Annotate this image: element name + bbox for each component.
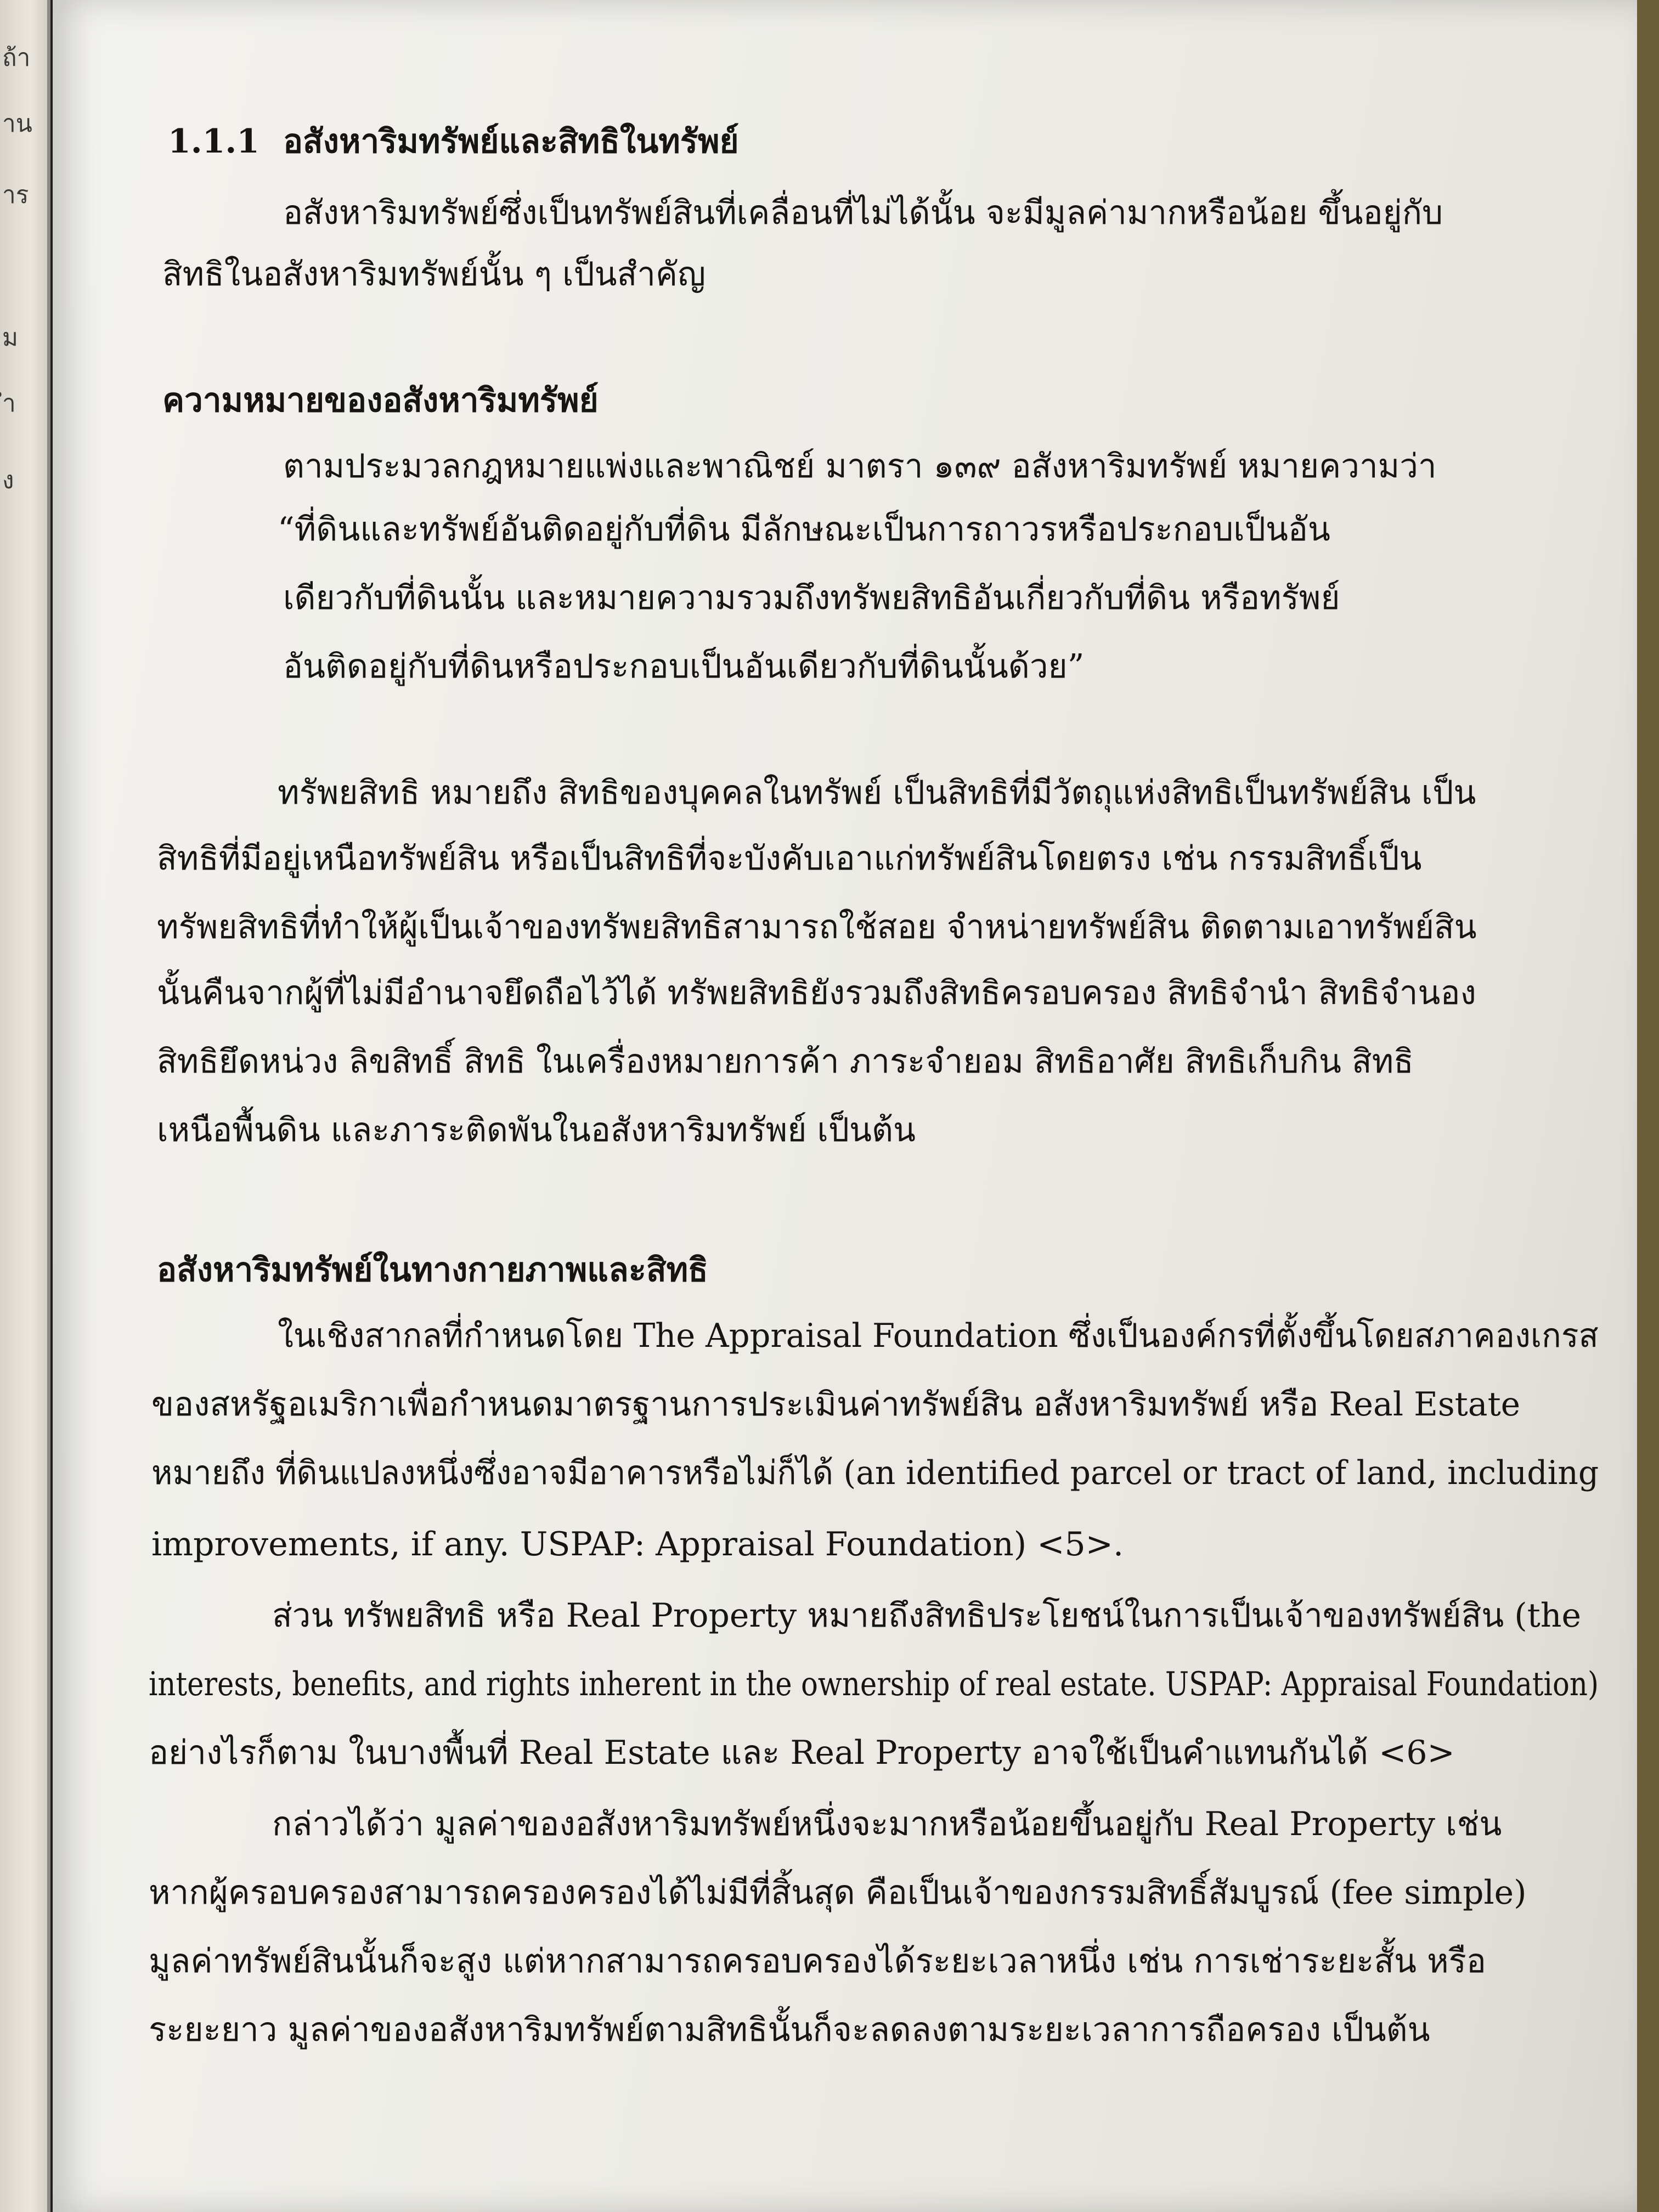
background-edge [1637, 0, 1659, 2212]
conclusion-line: ระยะยาว มูลค่าของอสังหาริมทรัพย์ตามสิทธินั้นก็จะลดลงตามระยะเวลาการถือครอง เป็นต้น [149, 2011, 1430, 2049]
left-page-fragment: ง [2, 466, 14, 494]
real-estate-line: หมายถึง ที่ดินแปลงหนึ่งซึ่งอาจมีอาคารหรือไม่ก็ได้ (an identified parcel or tract of land, including [151, 1454, 1599, 1492]
real-property-line: interests, benefits, and rights inherent in the ownership of real estate. USPAP: Appraisal Foundation) [149, 1665, 1599, 1703]
intro-line: สิทธิในอสังหาริมทรัพย์นั้น ๆ เป็นสำคัญ [162, 255, 706, 294]
property-rights-line: สิทธิที่มีอยู่เหนือทรัพย์สิน หรือเป็นสิทธิที่จะบังคับเอาแก่ทรัพย์สินโดยตรง เช่น กรรมสิทธิ์เป็น [157, 839, 1422, 878]
conclusion-line: หากผู้ครอบครองสามารถครองครองได้ไม่มีที่สิ้นสุด คือเป็นเจ้าของกรรมสิทธิ์สัมบูรณ์ (fee simple) [149, 1874, 1527, 1912]
property-rights-line: เหนือพื้นดิน และภาระติดพันในอสังหาริมทรัพย์ เป็นต้น [157, 1111, 916, 1149]
intro-line: อสังหาริมทรัพย์ซึ่งเป็นทรัพย์สินที่เคลื่อนที่ไม่ได้นั้น จะมีมูลค่ามากหรือน้อย ขึ้นอยู่กับ [283, 194, 1443, 232]
left-page-fragment: าร [2, 181, 29, 209]
real-property-line: ส่วน ทรัพยสิทธิ หรือ Real Property หมายถึงสิทธิประโยชน์ในการเป็นเจ้าของทรัพย์สิน (the [272, 1596, 1581, 1635]
property-rights-line: นั้นคืนจากผู้ที่ไม่มีอำนาจยึดถือไว้ได้ ทรัพยสิทธิยังรวมถึงสิทธิครอบครอง สิทธิจำนำ สิทธิจำนอง [157, 974, 1476, 1012]
left-page-fragment: ถ้า [2, 44, 31, 72]
property-rights-line: สิทธิยึดหน่วง ลิขสิทธิ์ สิทธิ ในเครื่องหมายการค้า ภาระจำยอม สิทธิอาศัย สิทธิเก็บกิน สิทธิ [157, 1042, 1414, 1081]
property-rights-line: ทรัพยสิทธิที่ทำให้ผู้เป็นเจ้าของทรัพยสิทธิสามารถใช้สอย จำหน่ายทรัพย์สิน ติดตามเอาทรัพย์สิน [157, 908, 1477, 946]
adjacent-left-page [0, 0, 50, 2212]
left-page-fragment: าน [2, 110, 32, 138]
real-estate-line: improvements, if any. USPAP: Appraisal Foundation) <5>. [151, 1525, 1124, 1564]
heading-physical: อสังหาริมทรัพย์ในทางกายภาพและสิทธิ [157, 1251, 708, 1289]
quote-line: เดียวกับที่ดินนั้น และหมายความรวมถึงทรัพยสิทธิอันเกี่ยวกับที่ดิน หรือทรัพย์ [283, 579, 1340, 617]
heading-meaning: ความหมายของอสังหาริมทรัพย์ [162, 381, 599, 420]
section-number: 1.1.1 [168, 122, 260, 161]
real-estate-line: ของสหรัฐอเมริกาเพื่อกำหนดมาตรฐานการประเมินค่าทรัพย์สิน อสังหาริมทรัพย์ หรือ Real Estate [151, 1385, 1521, 1424]
real-estate-line: ในเชิงสากลที่กำหนดโดย The Appraisal Foundation ซึ่งเป็นองค์กรที่ตั้งขึ้นโดยสภาคองเกรส [278, 1317, 1599, 1355]
left-page-fragment: ำ [2, 390, 16, 417]
quote-line: “ที่ดินและทรัพย์อันติดอยู่กับที่ดิน มีลักษณะเป็นการถาวรหรือประกอบเป็นอัน [278, 510, 1330, 549]
property-rights-line: ทรัพยสิทธิ หมายถึง สิทธิของบุคคลในทรัพย์ เป็นสิทธิที่มีวัตถุแห่งสิทธิเป็นทรัพย์สิน เป็น [278, 774, 1476, 812]
quote-line: อันติดอยู่กับที่ดินหรือประกอบเป็นอันเดียวกับที่ดินนั้นด้วย” [283, 647, 1085, 686]
conclusion-line: มูลค่าทรัพย์สินนั้นก็จะสูง แต่หากสามารถครอบครองได้ระยะเวลาหนึ่ง เช่น การเช่าระยะสั้น หรือ [149, 1942, 1486, 1980]
conclusion-line: กล่าวได้ว่า มูลค่าของอสังหาริมทรัพย์หนึ่งจะมากหรือน้อยขึ้นอยู่กับ Real Property เช่น [272, 1805, 1502, 1843]
left-page-fragment: ม [2, 324, 19, 352]
real-property-line: อย่างไรก็ตาม ในบางพื้นที่ Real Estate และ Real Property อาจใช้เป็นคำแทนกันได้ <6> [149, 1734, 1455, 1772]
quote-line: ตามประมวลกฎหมายแพ่งและพาณิชย์ มาตรา ๑๓๙ อสังหาริมทรัพย์ หมายความว่า [283, 447, 1437, 486]
section-title: อสังหาริมทรัพย์และสิทธิในทรัพย์ [283, 122, 739, 161]
book-page [53, 0, 1637, 2212]
